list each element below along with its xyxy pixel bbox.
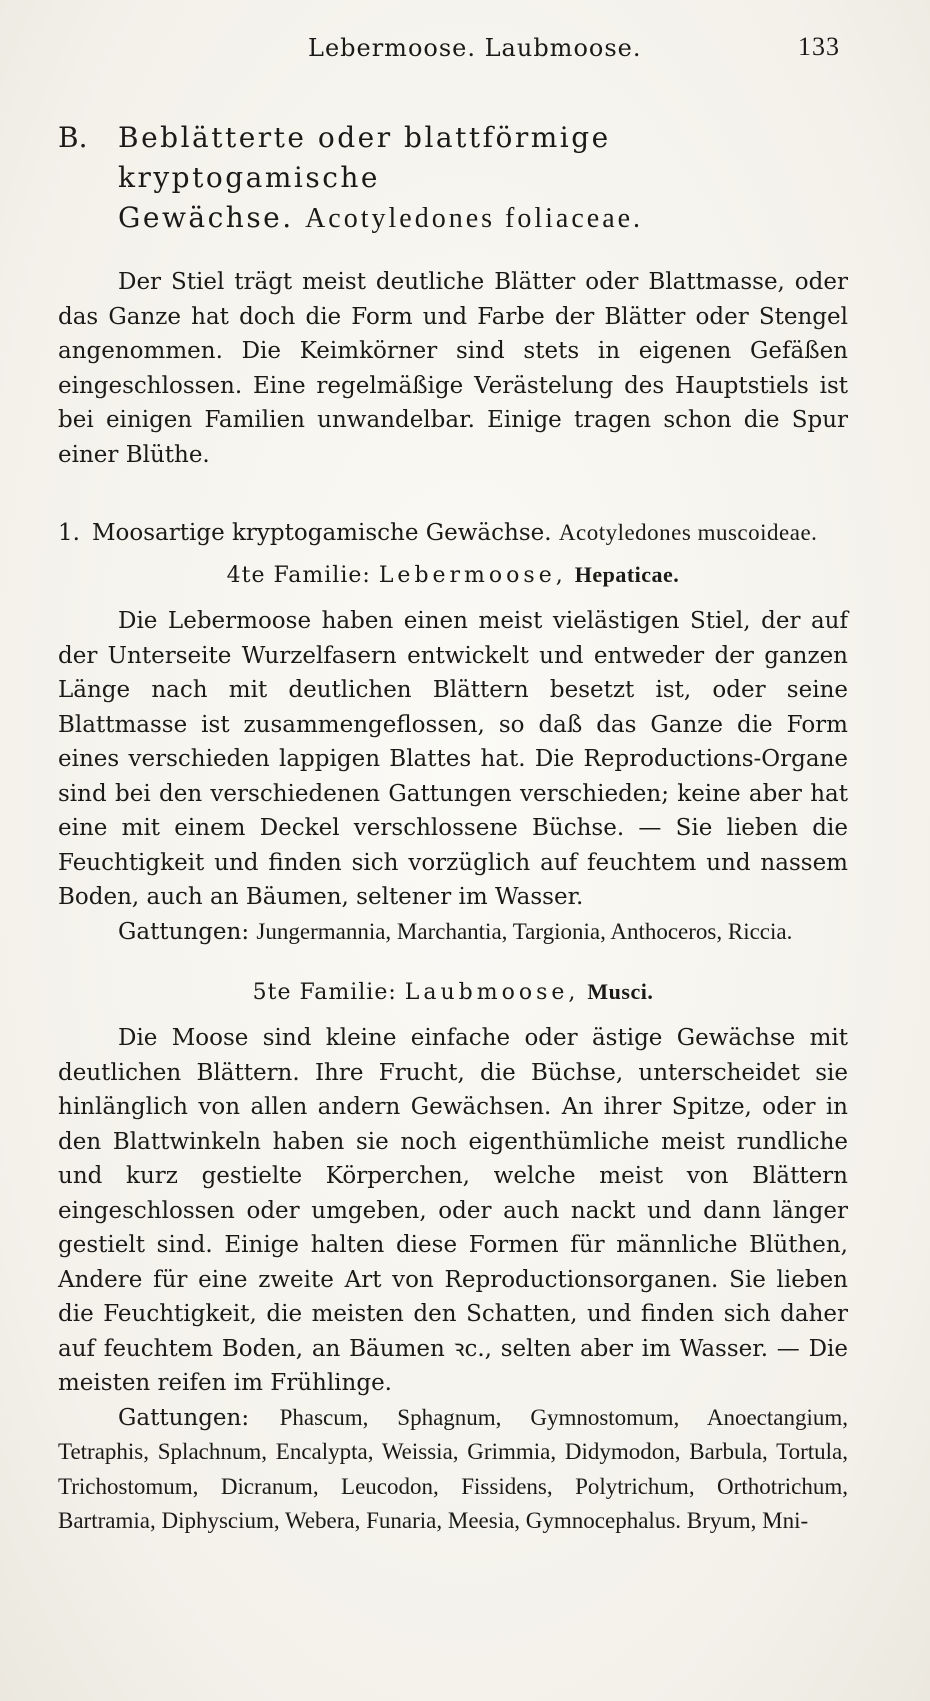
subsection-number: 1. [58,520,80,546]
family4-genera-list: Jungermannia, Marchantia, Targionia, Anthoceros, Riccia. [256,918,793,944]
section-letter: B. [58,121,88,154]
family4-genera-label: Gattungen: [118,918,250,945]
family5-latin: Musci. [587,979,654,1004]
section-title-german: Gewächse. [118,201,294,234]
family4-name: Lebermoose, [378,563,567,588]
family4-genera [58,915,848,950]
intro-paragraph: Der Stiel trägt meist deutliche Blätter oder Blattmasse, oder das Ganze hat doch die Form und Farbe der Blätter oder Stengel angenommen. Die Keimkörner sind stets in eigenen Gefäßen eingeschlossen. Eine regelmäßige Verästelung des Hauptstiels ist bei einigen Familien unwandelbar. Einige tragen schon die Spur einer Blüthe. [58,269,848,468]
page-content [58,118,848,1539]
family5-genera-list: Phascum, Sphagnum, Gymnostomum, Anoectangium, Tetraphis, Splachnum, Encalypta, Weissia, Grimmia, Didymodon, Barbula, Tortula, Trichostomum, Dicranum, Leucodon, Fissidens, Polytrichum, Orthotrichum, Bartramia, Diphyscium, Webera, Funaria, Meesia, Gymnocephalus. Bryum, Mni- [58,1404,849,1533]
family5-description: Die Moose sind kleine einfache oder ästige Gewächse mit deutlichen Blättern. Ihre Frucht, die Büchse, unterscheidet sie hinlänglich von allen andern Gewächsen. An ihrer Spitze, oder in den Blattwinkeln haben sie noch eigenthümliche meist rundliche und kurz gestielte Körperchen, welche meist von Blättern eingeschlossen oder umgeben, oder auch nackt und dann länger gestielt sind. Einige halten diese Formen für männliche Blüthen, Andere für eine zweite Art von Reproductionsorganen. Sie lieben die Feuchtigkeit, die meisten den Schatten, und finden sich daher auf feuchtem Boden, an Bäumen ꝛc., selten aber im Wasser. — Die meisten reifen im Frühlinge. [58,1025,848,1396]
subsection-title-latin: Acotyledones muscoideae. [558,520,818,545]
subsection-heading [58,516,848,550]
family5-heading [58,979,848,1005]
family5-genera-label: Gattungen: [118,1404,250,1431]
section-title-latin: Acotyledones foliaceae. [305,203,644,234]
subsection-title-german: Moosartige kryptogamische Gewächse. [92,520,552,546]
family4-label: 4te Familie: [226,563,371,588]
family5-genera [58,1401,848,1539]
family4-heading [58,562,848,588]
section-title-line1: Beblätterte oder blattförmige kryptogamische [118,121,611,194]
family5-label: 5te Familie: [252,980,397,1005]
family5-name: Laubmoose, [404,980,580,1005]
page-number: 133 [798,32,840,61]
section-heading [58,118,848,239]
family4-latin: Hepaticae. [574,562,680,587]
family4-description: Die Lebermoose haben einen meist vielästigen Stiel, der auf der Unterseite Wurzelfasern entwickelt und entweder der ganzen Länge nach mit deutlichen Blättern besetzt ist, oder seine Blattmasse ist zusammengeflossen, so daß das Ganze die Form eines verschieden lappigen Blattes hat. Die Reproductions-Organe sind bei den verschiedenen Gattungen verschieden; keine aber hat eine mit einem Deckel verschlossene Büchse. — Sie lieben die Feuchtigkeit und finden sich vorzüglich auf feuchtem und nassem Boden, auch an Bäumen, seltener im Wasser. [58,608,848,910]
running-head: Lebermoose. Laubmoose. [308,34,642,62]
page-header [300,30,840,70]
